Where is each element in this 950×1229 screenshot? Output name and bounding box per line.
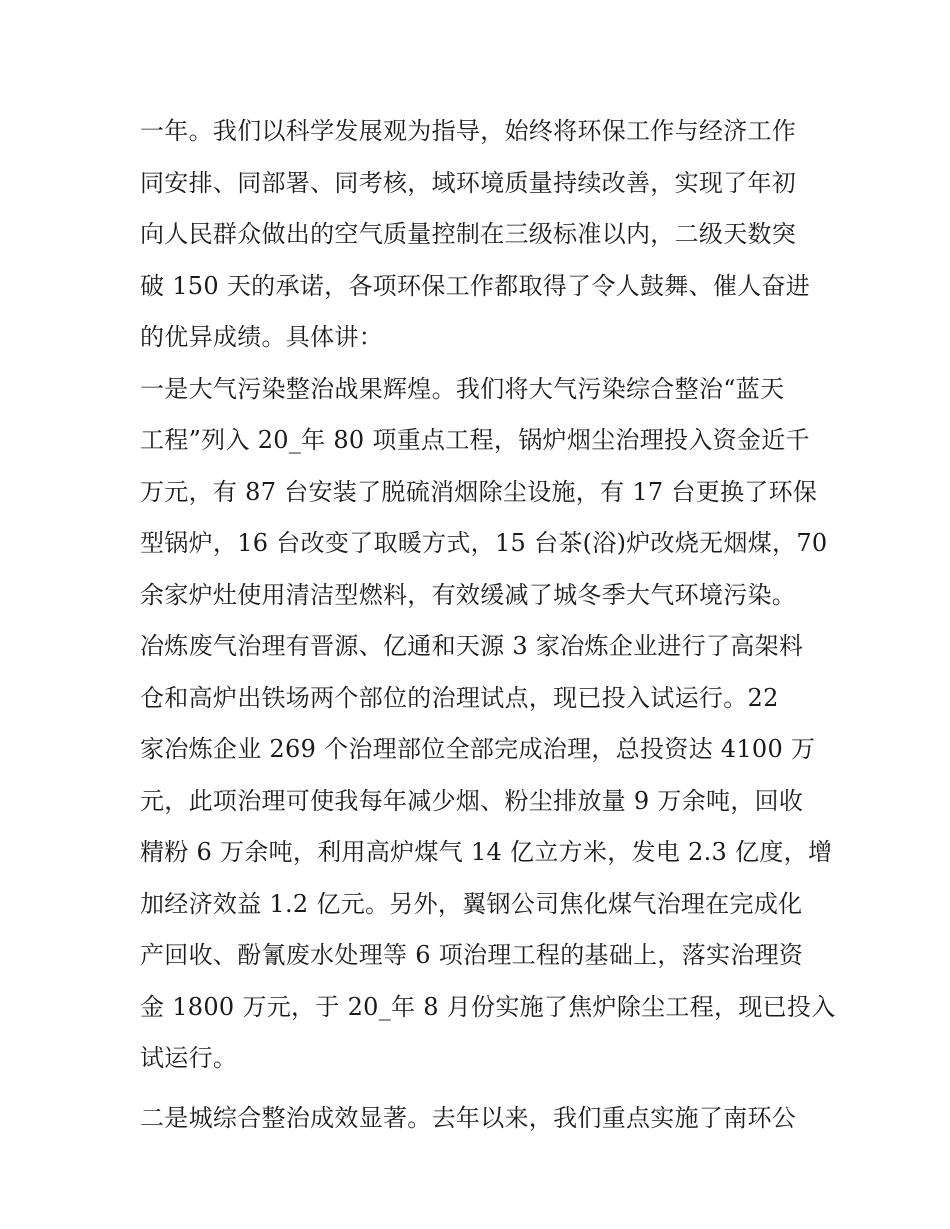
text-line: 加经济效益 1.2 亿元。另外，翼钢公司焦化煤气治理在完成化 — [140, 889, 803, 918]
paragraph-city-remediation — [140, 1093, 820, 1145]
text-line: 一年。我们以科学发展观为指导，始终将环保工作与经济工作 — [140, 117, 797, 145]
text-line: 冶炼废气治理有晋源、亿通和天源 3 家冶炼企业进行了高架料 — [140, 632, 804, 660]
text-line: 向人民群众做出的空气质量控制在三级标准以内，二级天数突 — [140, 220, 797, 248]
text-line: 家冶炼企业 269 个治理部位全部完成治理，总投资达 4100 万 — [140, 735, 816, 763]
text-line: 型锅炉，16 台改变了取暖方式，15 台茶(浴)炉改烧无烟煤，70 — [140, 529, 828, 557]
text-line: 仓和高炉出铁场两个部位的治理试点，现已投入试运行。22 — [140, 683, 779, 712]
text-line: 元，此项治理可使我每年减少烟、粉尘排放量 9 万余吨，回收 — [140, 786, 804, 815]
text-line: 精粉 6 万余吨，利用高炉煤气 14 亿立方米，发电 2.3 亿度，增 — [140, 838, 833, 866]
text-line: 破 150 天的承诺，各项环保工作都取得了令人鼓舞、催人奋进 — [140, 271, 811, 300]
paragraph-air-pollution — [140, 364, 836, 1085]
paragraph-gap — [140, 1085, 820, 1093]
text-line: 的优异成绩。具体讲： — [140, 323, 383, 351]
text-line: 试运行。 — [140, 1044, 238, 1072]
body-text — [140, 106, 836, 1144]
text-line: 二是城综合整治成效显著。去年以来，我们重点实施了南环公 — [140, 1103, 797, 1132]
paragraph-intro — [140, 106, 820, 364]
text-line: 金 1800 万元，于 20_年 8 月份实施了焦炉除尘工程，现已投入 — [140, 992, 836, 1021]
text-line: 产回收、酚氰废水处理等 6 项治理工程的基础上，落实治理资 — [140, 941, 804, 969]
text-line: 万元，有 87 台安装了脱硫消烟除尘设施，有 17 台更换了环保 — [140, 477, 818, 506]
text-line: 余家炉灶使用清洁型燃料，有效缓减了城冬季大气环境污染。 — [140, 580, 797, 609]
text-line: 同安排、同部署、同考核，域环境质量持续改善，实现了年初 — [140, 168, 797, 197]
text-line: 工程”列入 20_年 80 项重点工程，锅炉烟尘治理投入资金近千 — [140, 426, 810, 454]
text-line: 一是大气污染整治战果辉煌。我们将大气污染综合整治“蓝天 — [140, 374, 785, 403]
